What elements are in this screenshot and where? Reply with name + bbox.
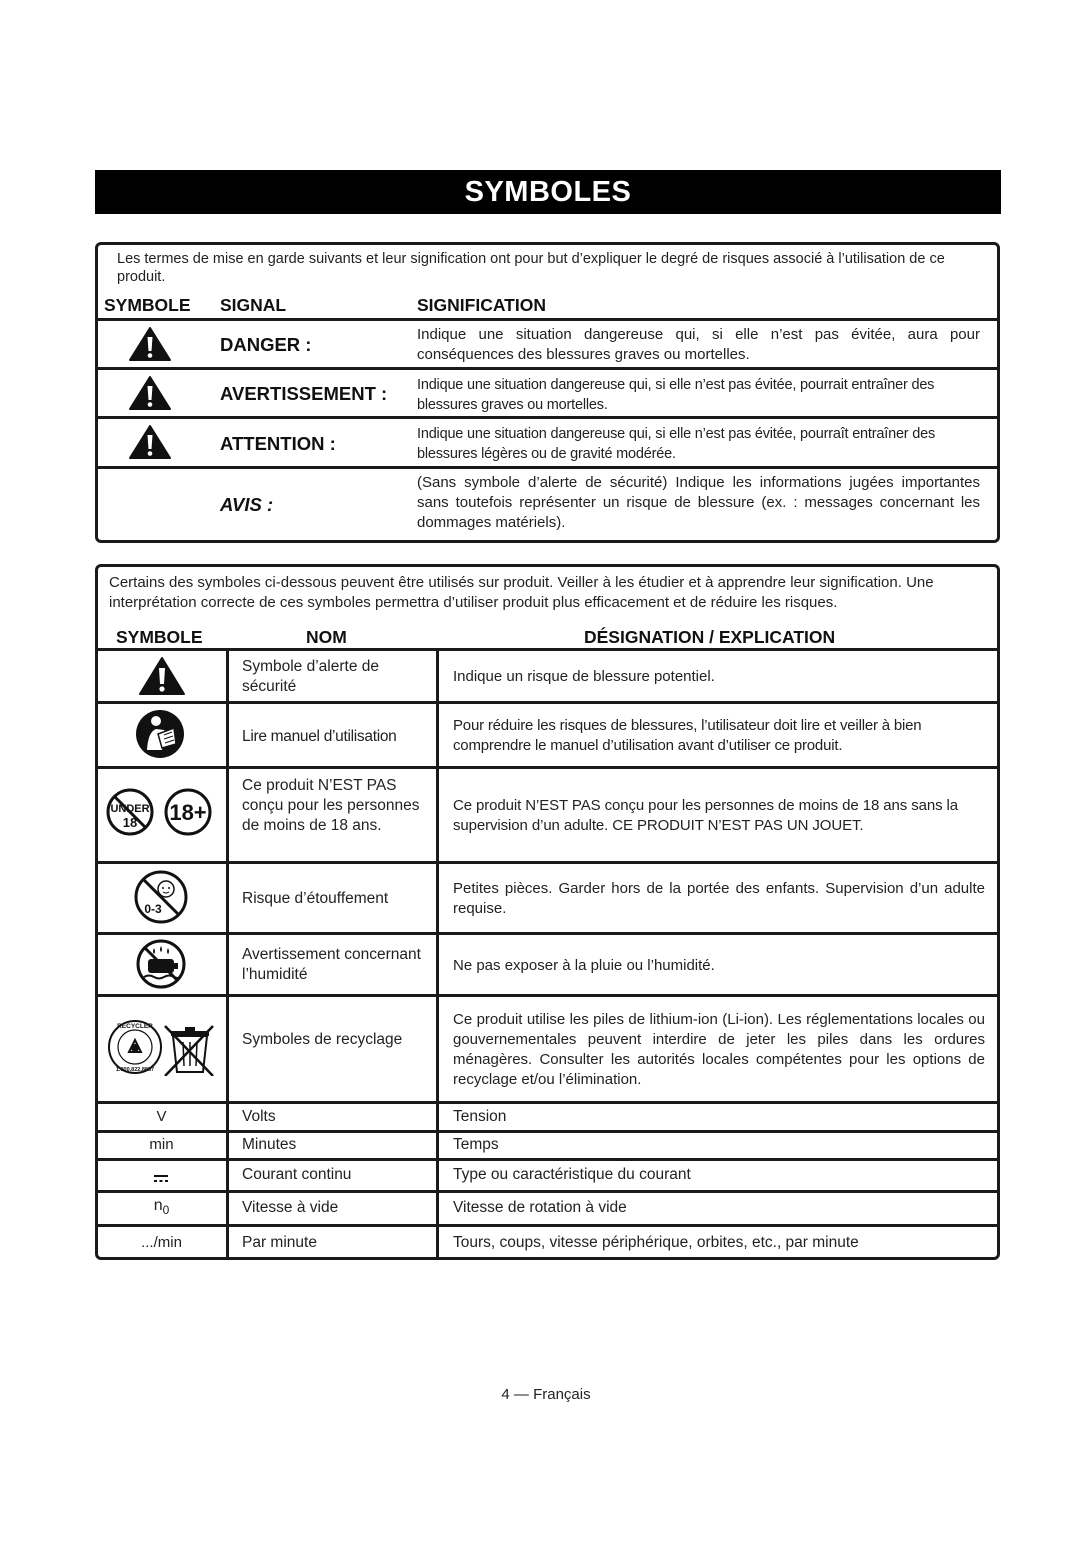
unit-name-volts: Volts: [242, 1108, 276, 1125]
warning-triangle-icon: [128, 326, 172, 367]
unit-symbol-no-load-speed: [97, 1197, 226, 1217]
unit-designation-volts: Tension: [453, 1108, 507, 1125]
unit-name-no-load-speed: Vitesse à vide: [242, 1199, 339, 1216]
divider: [95, 1224, 1000, 1227]
moisture-warning-icon: [136, 939, 186, 994]
divider: [95, 1130, 1000, 1133]
unit-symbol-volts: V: [156, 1108, 167, 1125]
divider: [95, 1158, 1000, 1161]
symbol-name-choking: Risque d’étouffement: [242, 890, 389, 907]
direct-current-icon: [153, 1171, 169, 1189]
choking-hazard-icon: [133, 869, 189, 930]
recycler-label: RECYCLER: [117, 1023, 153, 1030]
symbol-designation-recycling: Ce produit utilise les piles de lithium-ion (Li-ion). Les réglementations locales ou gouvernementales peuvent interdire de jeter les piles dans les ordures ménagères. Consulter les autorités locales compétentes pour les options de recyclage et/ou l’élimination.: [453, 1011, 985, 1088]
symbol-designation-manual: Pour réduire les risques de blessures, l’utilisateur doit lire et veiller à bien comprendre le manuel d’utilisation avant d’utiliser ce produit.: [453, 717, 922, 754]
signal-avis: AVIS :: [220, 494, 274, 515]
warning-triangle-icon: [128, 424, 172, 465]
divider: [95, 416, 1000, 419]
signal-header-symbol: SYMBOLE: [104, 295, 191, 315]
unit-symbol-minutes: min: [149, 1136, 174, 1153]
divider: [95, 1101, 1000, 1104]
divider: [95, 701, 1000, 704]
divider: [95, 466, 1000, 469]
unit-name-minutes: Minutes: [242, 1136, 297, 1153]
unit-designation-per-minute: Tours, coups, vitesse périphérique, orbites, etc., par minute: [453, 1234, 859, 1251]
signal-header-signal: SIGNAL: [220, 295, 287, 315]
unit-name-per-minute: Par minute: [242, 1234, 317, 1251]
symbol-name-manual: Lire manuel d’utilisation: [242, 728, 397, 745]
unit-designation-dc: Type ou caractéristique du courant: [453, 1166, 691, 1183]
symbol-designation-moisture: Ne pas exposer à la pluie ou l’humidité.: [453, 957, 715, 974]
divider: [95, 367, 1000, 370]
eighteen-plus-label: 18+: [169, 800, 207, 825]
divider: [95, 648, 1000, 651]
symbol-designation-choking: Petites pièces. Garder hors de la portée des enfants. Supervision d’un adulte requise.: [453, 880, 985, 917]
divider: [95, 861, 1000, 864]
under-18-label: UNDER: [110, 803, 150, 815]
symbol-name-alert: Symbole d’alerte de sécurité: [242, 658, 379, 695]
divider: [95, 994, 1000, 997]
symbol-designation-under18: Ce produit N’EST PAS conçu pour les personnes de moins de 18 ans sans la supervision d’un adulte. CE PRODUIT N’EST PAS UN JOUET.: [453, 797, 959, 834]
page-footer: 4 — Français: [501, 1386, 591, 1403]
recycler-phone: 1.800.822.8837: [115, 1067, 155, 1073]
signal-words-intro: Les termes de mise en garde suivants et leur signification ont pour but d’expliquer le degré de risques associé à l’utilisation de ce produit.: [117, 251, 945, 285]
signal-avis-meaning: (Sans symbole d’alerte de sécurité) Indique les informations jugées importantes sans toutefois représenter un risque de blessure (ex. : messages concernant les dommages matériels).: [417, 474, 980, 531]
signal-avertissement: AVERTISSEMENT :: [220, 383, 388, 404]
divider: [95, 766, 1000, 769]
unit-symbol-per-minute: .../min: [141, 1234, 182, 1251]
recycling-icon: [107, 1018, 217, 1081]
under-18-icon: [104, 787, 216, 842]
warning-triangle-icon: [128, 375, 172, 416]
divider: [95, 1190, 1000, 1193]
unit-symbol-n: n: [153, 1197, 163, 1214]
safety-alert-icon: [138, 656, 186, 701]
symbols-header-name: NOM: [306, 627, 347, 647]
unit-designation-no-load-speed: Vitesse de rotation à vide: [453, 1199, 627, 1216]
symbols-header-symbol: SYMBOLE: [116, 627, 203, 647]
column-divider: [436, 648, 439, 1258]
unit-name-dc: Courant continu: [242, 1166, 352, 1183]
signal-attention: ATTENTION :: [220, 433, 336, 454]
signal-attention-meaning: Indique une situation dangereuse qui, si elle n’est pas évitée, pourraît entraîner des blessures légères ou de gravité modérée.: [417, 426, 936, 462]
divider: [95, 318, 1000, 321]
signal-header-meaning: SIGNIFICATION: [417, 295, 546, 315]
symbol-name-recycling: Symboles de recyclage: [242, 1031, 403, 1048]
signal-danger-meaning: Indique une situation dangereuse qui, si elle n’est pas évitée, aura pour conséquences des blessures graves ou mortelles.: [417, 326, 980, 363]
unit-designation-minutes: Temps: [453, 1136, 499, 1153]
age-range-label: 0-3: [144, 902, 162, 916]
symbols-intro: Certains des symboles ci-dessous peuvent être utilisés sur produit. Veiller à les étudier et à apprendre leur signification. Une interprétation correcte de ces symboles permettra d’utiliser produit plus efficacement et de réduire les risques.: [109, 574, 934, 611]
symbol-designation-alert: Indique un risque de blessure potentiel.: [453, 668, 715, 685]
read-manual-icon: [134, 708, 186, 765]
signal-danger: DANGER :: [220, 334, 312, 355]
page-title: SYMBOLES: [95, 170, 1001, 214]
signal-avertissement-meaning: Indique une situation dangereuse qui, si elle n’est pas évitée, pourrait entraîner des blessures graves ou mortelles.: [417, 377, 935, 413]
under-18-number: 18: [122, 815, 138, 830]
unit-symbol-sub: 0: [162, 1203, 170, 1218]
symbol-name-moisture: Avertissement concernant l’humidité: [242, 946, 421, 983]
column-divider: [226, 648, 229, 1258]
divider: [95, 932, 1000, 935]
symbols-header-designation: DÉSIGNATION / EXPLICATION: [584, 627, 836, 647]
symbol-name-under18: Ce produit N’EST PAS conçu pour les personnes de moins de 18 ans.: [242, 777, 420, 834]
